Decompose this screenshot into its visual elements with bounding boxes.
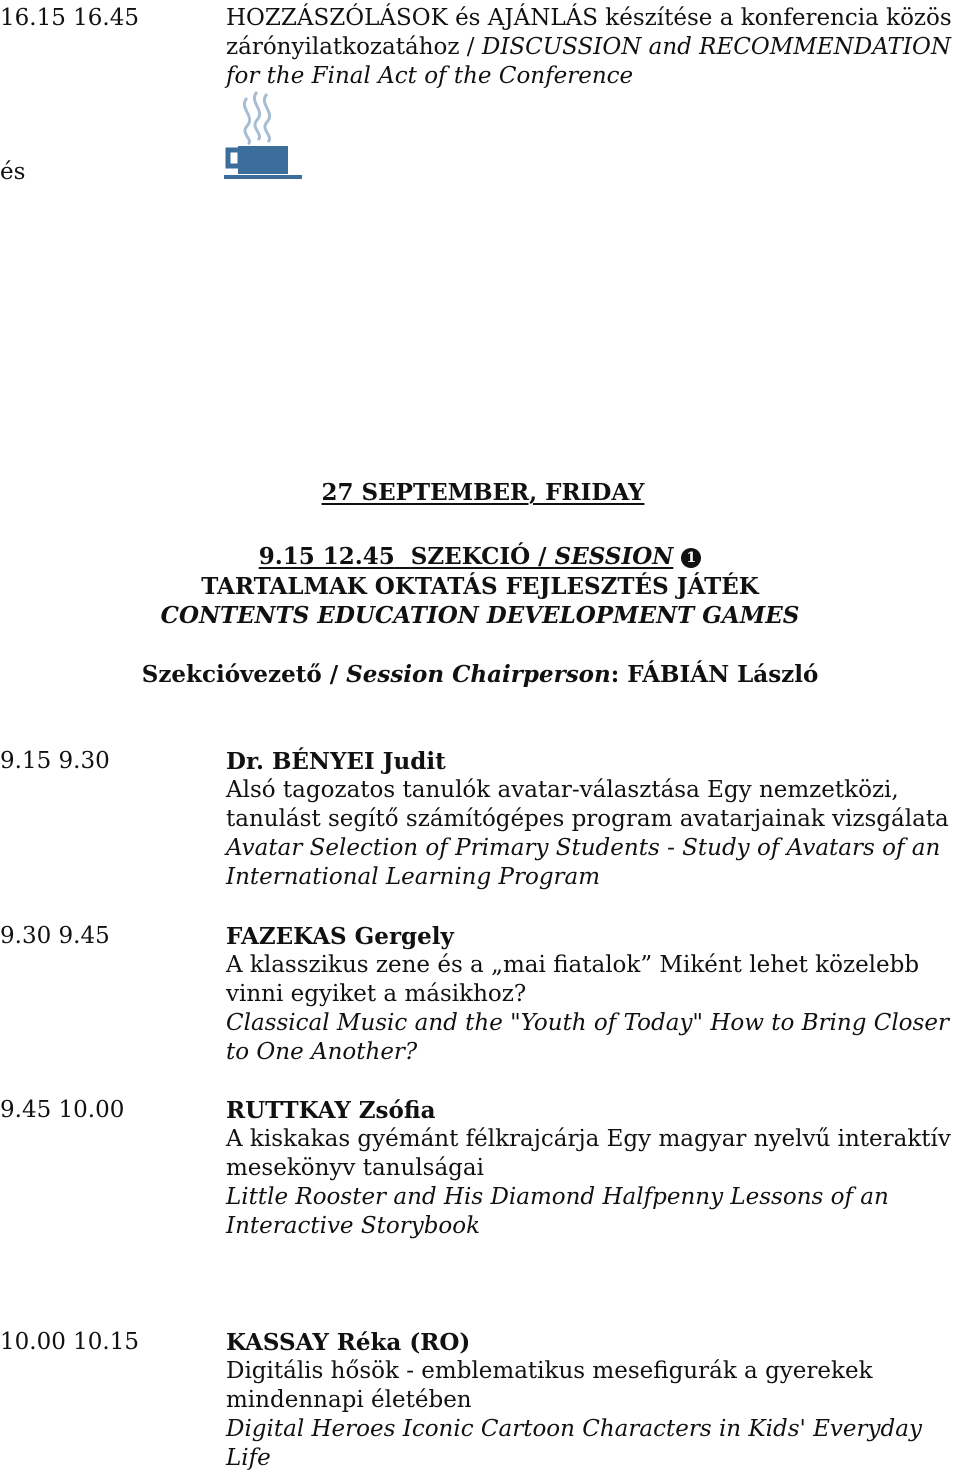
session-header [0,542,960,571]
talk-title-hu: A klasszikus zene és a „mai fiatalok” Miként lehet közelebb [226,952,920,978]
talk-title-en: Avatar Selection of Primary Students - Study of Avatars of an [226,835,941,861]
session-chair [0,660,960,689]
discussion-title-hu: HOZZÁSZÓLÁSOK és AJÁNLÁS készítése a konferencia közös [226,5,952,31]
session-chair-hu: Szekcióvezető / [141,661,347,688]
talk-title-hu: Alsó tagozatos tanulók avatar-választása Egy nemzetközi, [226,777,899,803]
talk-time: 10.00 10.15 [0,1329,139,1355]
session-chair-name: : FÁBIÁN László [610,661,819,688]
discussion-time: 16.15 16.45 [0,5,139,31]
session-number-badge: 1 [681,548,701,568]
session-topics-en: CONTENTS EDUCATION DEVELOPMENT GAMES [160,602,800,629]
session-chair-en: Session Chairperson [346,661,611,688]
talk-speaker: Dr. BÉNYEI Judit [226,748,446,775]
coffee-break-label: és [0,159,26,185]
discussion-title-en: DISCUSSION and RECOMMENDATION [481,34,951,60]
talk-speaker: KASSAY Réka (RO) [226,1329,471,1356]
talk-title-hu: A kiskakas gyémánt félkrajcárja Egy magyar nyelvű interaktív [226,1126,951,1152]
session-label-hu: SZEKCIÓ / [410,543,555,570]
talk-time: 9.15 9.30 [0,748,110,774]
session-label-en: SESSION [554,543,674,570]
talk-time: 9.30 9.45 [0,923,110,949]
day-title: 27 SEPTEMBER, FRIDAY [321,479,645,506]
talk-speaker: RUTTKAY Zsófia [226,1097,436,1124]
talk-title-hu: mesekönyv tanulságai [226,1155,484,1181]
talk-title-en: Classical Music and the "Youth of Today" How to Bring Closer [226,1010,949,1036]
discussion-title-en-2: for the Final Act of the Conference [226,63,634,89]
talk-title-hu: mindennapi életében [226,1387,472,1413]
discussion-title-line2 [226,33,951,62]
talk-title-hu: Digitális hősök - emblematikus mesefigurák a gyerekek [226,1358,873,1384]
talk-title-hu: tanulást segítő számítógépes program avatarjainak vizsgálata [226,806,949,832]
session-time: 9.15 12.45 [258,543,395,570]
talk-speaker: FAZEKAS Gergely [226,923,454,950]
talk-title-en: Digital Heroes Iconic Cartoon Characters in Kids' Everyday [226,1416,922,1442]
talk-title-en: International Learning Program [226,864,601,890]
session-topics-hu: TARTALMAK OKTATÁS FEJLESZTÉS JÁTÉK [201,573,759,600]
discussion-title-hu-2: zárónyilatkozatához / [226,34,482,60]
talk-title-hu: vinni egyiket a másikhoz? [226,981,527,1007]
talk-title-en: to One Another? [226,1039,418,1065]
talk-title-en: Life [226,1445,271,1471]
talk-title-en: Little Rooster and His Diamond Halfpenny Lessons of an [226,1184,889,1210]
coffee-cup-icon [224,88,304,182]
talk-time: 9.45 10.00 [0,1097,125,1123]
talk-title-en: Interactive Storybook [226,1213,481,1239]
